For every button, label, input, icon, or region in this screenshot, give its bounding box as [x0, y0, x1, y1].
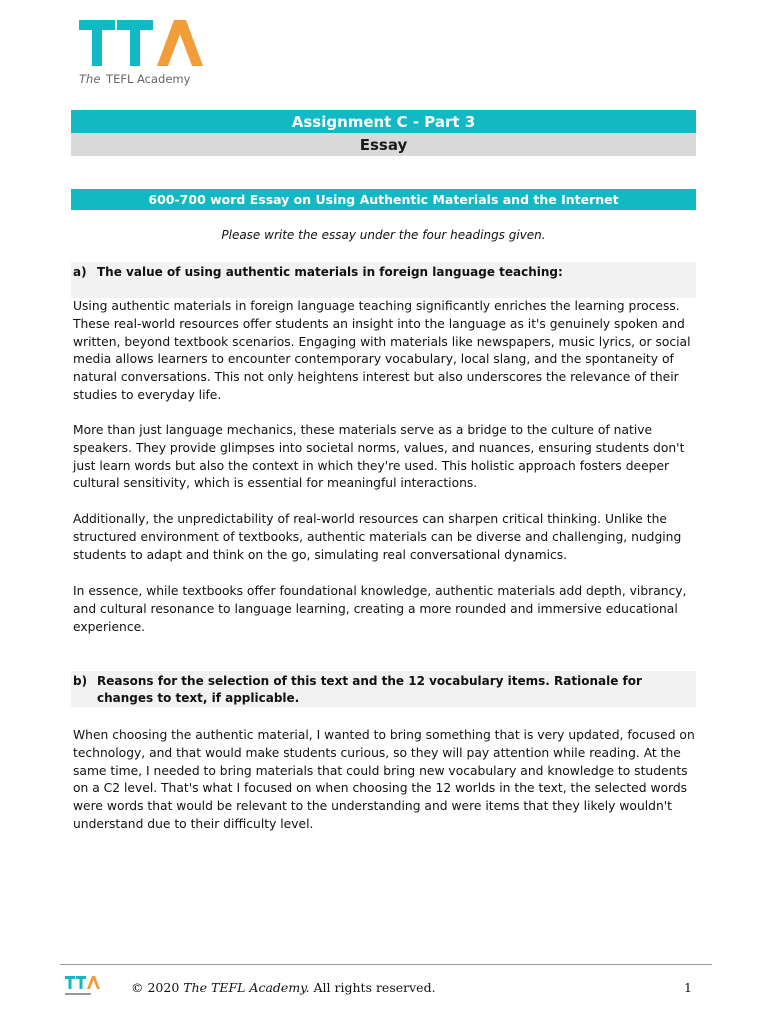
essay-topic: 600-700 word Essay on Using Authentic Materials and the Internet: [71, 189, 696, 210]
copyright-org: The TEFL Academy.: [183, 980, 310, 995]
svg-text:The TEFL Academy: [79, 72, 191, 86]
section-a-label: a): [73, 265, 87, 279]
assignment-subtitle: Essay: [71, 133, 696, 156]
section-a-heading-text: The value of using authentic materials in foreign language teaching:: [97, 265, 563, 279]
section-a-paragraph: Additionally, the unpredictability of real-world resources can sharpen critical thinking. Unlike the structured environment of textbooks, authentic materials can be diverse and challenging, nudging students to adapt and think on the go, simulating real conversational dynamics.: [73, 512, 682, 562]
logo-caption-italic: The: [79, 72, 101, 86]
copyright-suffix: All rights reserved.: [309, 980, 436, 995]
logo-caption-rest: TEFL Academy: [106, 72, 191, 86]
page-number: 1: [684, 980, 692, 995]
tefl-academy-logo: [79, 20, 213, 90]
section-b-label: b): [73, 674, 88, 688]
section-b-paragraph: When choosing the authentic material, I wanted to bring something that is very updated, focused on technology, and that would make students curious, so they will pay attention while reading. At the same time, I needed to bring materials that could bring new vocabulary and knowledge to students on a C2 level. That's what I focused on when choosing the 12 worlds in the text, the selected words were words that would be relevant to the understanding and were items that they likely wouldn't understand due to their difficulty level.: [73, 728, 695, 831]
assignment-title: Assignment C - Part 3: [71, 110, 696, 133]
copyright-prefix: © 2020: [131, 980, 184, 995]
section-a-paragraph: Using authentic materials in foreign language teaching significantly enriches the learning process. These real-world resources offer students an insight into the language as it's genuinely spoken and written, beyond textbook scenarios. Engaging with materials like newspapers, music lyrics, or social media allows learners to encounter contemporary vocabulary, local slang, and the spontaneity of natural conversations. This not only heightens interest but also underscores the relevance of their studies to everyday life.: [73, 299, 691, 402]
section-a-paragraph: More than just language mechanics, these materials serve as a bridge to the culture of native speakers. They provide glimpses into societal norms, values, and nuances, ensuring students don't just learn words but also the context in which they're used. This holistic approach fosters deeper cultural sensitivity, which is essential for meaningful interactions.: [73, 423, 685, 491]
section-b-heading: [71, 671, 696, 707]
instruction-text: Please write the essay under the four headings given.: [221, 228, 546, 242]
section-b-heading-text: Reasons for the selection of this text and the 12 vocabulary items. Rationale for changes to text, if applicable.: [97, 674, 642, 705]
section-a-heading: [71, 262, 696, 298]
footer-logo: [65, 976, 101, 998]
footer-copyright: [131, 980, 436, 995]
footer-divider: [60, 964, 712, 965]
section-a-paragraph: In essence, while textbooks offer foundational knowledge, authentic materials add depth, vibrancy, and cultural resonance to language learning, creating a more rounded and immersive educational experience.: [73, 584, 687, 634]
